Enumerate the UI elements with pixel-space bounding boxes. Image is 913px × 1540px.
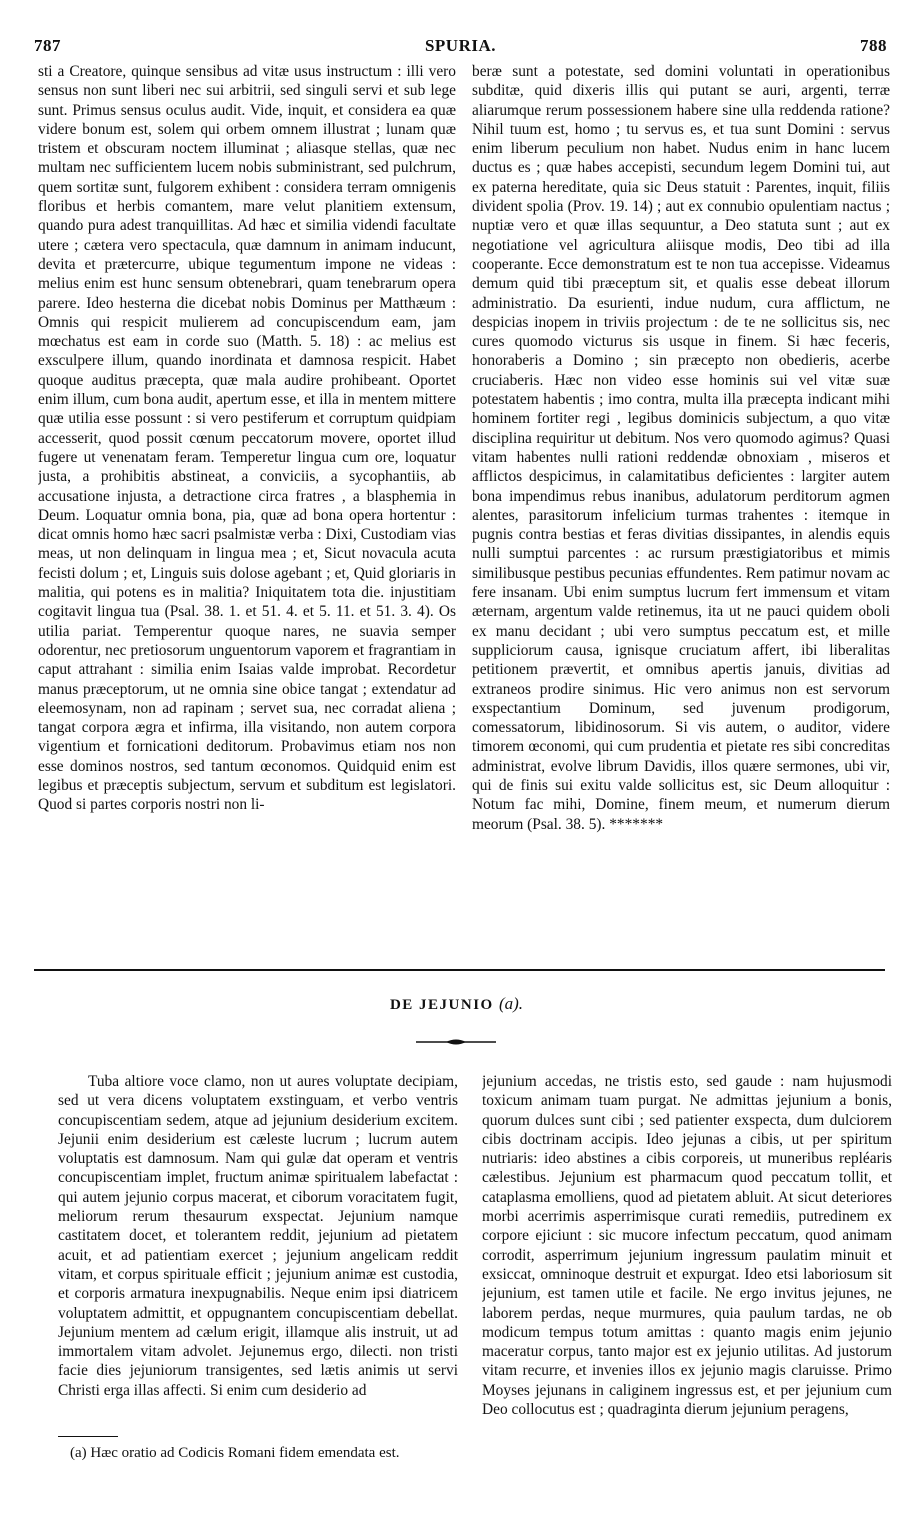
upper-left-column [38, 62, 456, 962]
paragraph: beræ sunt a potestate, sed domini voluntati in operationibus subditæ, quid dixeris illis qui putant se auri, argenti, terræ aliarumque rerum possessionem habere sine ulla reddenda ratione? Nihil tuum est, homo ; tu servus es, et tua sunt Domini : servus enim liberum peculium non habet. Nudus enim in hanc lucem ductus es ; quæ habes accepisti, secundum legem Domini tui, aut ex paterna hereditate, quia sic Deus statuit : Parentes, inquit, filiis divident spolia (Prov. 19. 14) ; aut ex connubio opulentiam nactus ; nuptiæ vero et quæ illas sequuntur, a Deo statuta sunt ; aut ex negotiatione vel agricultura aliisque modis, Deo tibi ad illa cooperante. Ecce demonstratum est te non tua accepisse. Videamus demum quid tibi præceptum sit, et qualis esse debeat illorum administratio. Da esurienti, indue nudum, cura afflictum, ne despicias inopem in triviis projectum : de te ne sollicitus sis, nec cures quomodo victurus sis usque in finem. Si hæc feceris, honoraberis a Domino ; sin præcepto non obedieris, acerbe cruciaberis. Hæc non video esse hominis sui vel vitæ suæ potestatem habentis ; imo contra, multa illa præcepta indicant mihi hominem fortiter regi , legibus dominicis subjectum, a quo vitæ disciplina requiritur ut debitum. Nos vero quomodo agimus? Quasi vitam habentes nulli rationi reddendæ obnoxiam , miseros et afflictos despicimus, in calamitatibus deficientes : largiter autem bona impendimus rebus inanibus, adulatorum perditorum agmen alentes, parasitorum infelicium turmas trahentes : itemque in pugnis contra bestias et feras divitias dissipantes, in alendis equis nulli sumptui parcentes : ac rursum præstigiatoribus et mimis similibusque pestibus pecunias effundentes. Rem patimur novam ac fere insanam. Ubi enim sumptus lucrum fert immensum et vitam æternam, argentum valde retinemus, ita ut ne pauci quidem oboli ex manu decidant ; ubi vero sumptus peccatum est, et mille suppliciorum causa, ignisque cruciatum affert, ibi liberalitas petitionem prævertit, et omnibus apertis januis, divitias ad extraneos prodire sinimus. Hic vero animus non est servorum exspectantium Dominum, sed juvenum prodigorum, comessatorum, libidinosorum. Si vis autem, o auditor, videre timorem œconomi, qui cum prudentia et pietate res sibi concreditas administrat, evolve librum Davidis, illos quære sermones, ubi vir, qui de finis sui exitu valde sollicitus est, sic Deum alloquitur : Notum fac mihi, Domine, finem meum, et numerum dierum meorum (Psal. 38. 5). ******* [472, 63, 890, 833]
running-head [34, 34, 887, 58]
paragraph: jejunium accedas, ne tristis esto, sed gaude : nam hujusmodi toxicum animam tuam purgat. Ne admittas jejunium a bonis, quorum dulces sunt cibi ; sed patienter exspecta, dum dulciorem cibis doctrinam accipis. Ideo jejunas a cibis, ut per spiritum nutriaris: ideo abstines a cibis corporeis, ut muneribus repléaris cælestibus. Jejunium est pharmacum quod peccatum tollit, et cataplasma emolliens, quod ad pietatem abluit. At sicut deteriores morbi acerrimis asperrimisque curati remediis, putredinem ex corpore ejiciunt : sic mucore infectum peccatum, quod animam corrodit, asperrimum jejunium ingressum paulatim minuit et exsiccat, omninoque destruit et expurgat. Ideo etsi laboriosum sit jejunium, est tamen utile et facile. Ne ergo invitus jejunes, ne laborem perdas, neque murmures, quia paulum tardas, ne ob modicum tempus totum amittas : quanto magis enim jejunio maceratur corpus, tanto major est ex jejunio utilitas. Ad justorum vitam recurre, et invenies illos ex jejunio magis claruisse. Primo Moyses jejunans in caliginem ingressus est, et per jejunium cum Deo collocutus est ; quadraginta dierum jejunium peragens, [482, 1073, 892, 1419]
section-title-text: DE JEJUNIO [389, 997, 494, 1013]
section-heading [0, 994, 913, 1014]
lower-left-column [58, 1072, 458, 1422]
page-title: SPURIA. [424, 36, 497, 55]
ornament-rule-icon [416, 1038, 496, 1046]
paragraph: sti a Creatore, quinque sensibus ad vitæ usus instructum : illi vero sensus non sunt liberi nec sui arbitrii, sed singuli servi et sub lege sunt. Primus sensus oculus audit. Vide, inquit, et considera ea quæ videre bonum est, solem qui orbem omnem illustrat ; lunam quæ tristem et obscuram noctem illuminat ; aliasque stellas, quæ nec multam nec sufficientem lucem nobis subministrant, sed pulchrum, quem sortitæ sunt, fulgorem exhibent : considera terram omnigenis floribus et herbis comantem, mare velut planitiem extensum, quando pura adest tranquillitas. Ad hæc et similia videndi facultate utere ; cætera vero spectacula, quæ damnum in animam inducunt, devita et prætercurre, ubique tegumentum impone ne videas : melius enim est hunc sensum obtenebrari, quam tenebrarum opera parere. Ideo hesterna die dicebat nobis Dominus per Matthæum : Omnis qui respicit mulierem ad concupiscendum eam, jam mœchatus est eam in corde suo (Matth. 5. 18) : ac melius est exsculpere illum, quando inordinata et damnosa respicit. Habet quoque auditus præcepta, quæ mala audire prohibeant. Oportet enim illum, cum bona audit, apertum esse, et illa in mentem mittere quæ utilia esse possunt : si vero pestiferum et corruptum quidpiam accesserit, quod possit cœnum peccatorum movere, oportet illud fugere ut venenatam feram. Temperetur lingua cum ore, loquatur justa, a prohibitis abstineat, a conviciis, a sycophantiis, ab accusatione injusta, a detractione circa fratres , a blasphemia in Deum. Loquatur omnia bona, pia, quæ ad bona opera hortentur : dicat omnis homo hæc sacri psalmistæ verba : Dixi, Custodiam vias meas, ut non delinquam in lingua mea ; et, Sicut novacula acuta fecisti dolum ; et, Linguis suis dolose agebant ; et, Quid gloriaris in malitia, qui potens es in malitia? Iniquitatem tota die. injustitiam cogitavit lingua tua (Psal. 38. 1. et 51. 4. et 5. 11. et 51. 3. 4). Os utilia pariat. Temperentur quoque nares, ne suavia semper odorentur, nec pretiosorum unguentorum vaporem et fragrantiam in caput attrahant : similia enim Isaias valde improbat. Recordetur manus præceptorum, ut ne omnia sine obice tangat ; extendatur ad eleemosynam, non ad rapinam ; servet sua, nec corradat aliena ; tangat corpora ægra et infirma, illa visitando, non autem corpora vigentium et fornicationi deditorum. Probavimus etiam nos non esse dominos nostros, sed tantum œconomos. Quidquid enim est legibus et præceptis subjectum, servum et subditum est legislatori. Quod si partes corporis nostri non li- [38, 63, 456, 814]
lower-right-column [482, 1072, 892, 1512]
page-number-right: 788 [859, 36, 887, 55]
page-number-left: 787 [34, 36, 61, 55]
upper-right-column [472, 62, 890, 962]
footnote: (a) Hæc oratio ad Codicis Romani fidem emendata est. [70, 1445, 400, 1461]
section-divider [34, 969, 885, 971]
footnote-divider [58, 1436, 118, 1437]
paragraph: Tuba altiore voce clamo, non ut aures voluptate decipiam, sed ut vera dicens voluptatem exstinguam, et verbo ventris concupiscentiam sedem, atque ad jejunium desiderium excitem. Jejunii enim desiderium est cæleste lucrum ; lucrum autem voluptatis est damnosum. Nam qui gulæ dat operam et ventris concupiscentiam implet, fructum animæ spiritualem labefactat : qui autem jejunio corpus macerat, et ciborum voracitatem fugit, meliorum rerum thesaurum exspectat. Jejunium namque castitatem docet, et tolerantem reddit, jejunium ad pietatem acuit, et ad patientiam exercet ; jejunium angelicam reddit vitam, et corpus spirituale efficit ; jejunium animæ est custodia, et corporis armatura inexpugnabilis. Neque enim ipsi diatricem voluptatem admittit, et oppugnantem concupiscentiam debellat. Jejunium mentem ad cælum erigit, illamque alis instruit, ut ad immortalem vitam advolet. Jejunemus ergo, dilecti. non tristi facie dies jejuniorum transigentes, sed lætis animis ut servi Christi erga illas affecti. Si enim cum desiderio ad [58, 1073, 458, 1399]
section-note-marker: (a). [498, 994, 524, 1013]
